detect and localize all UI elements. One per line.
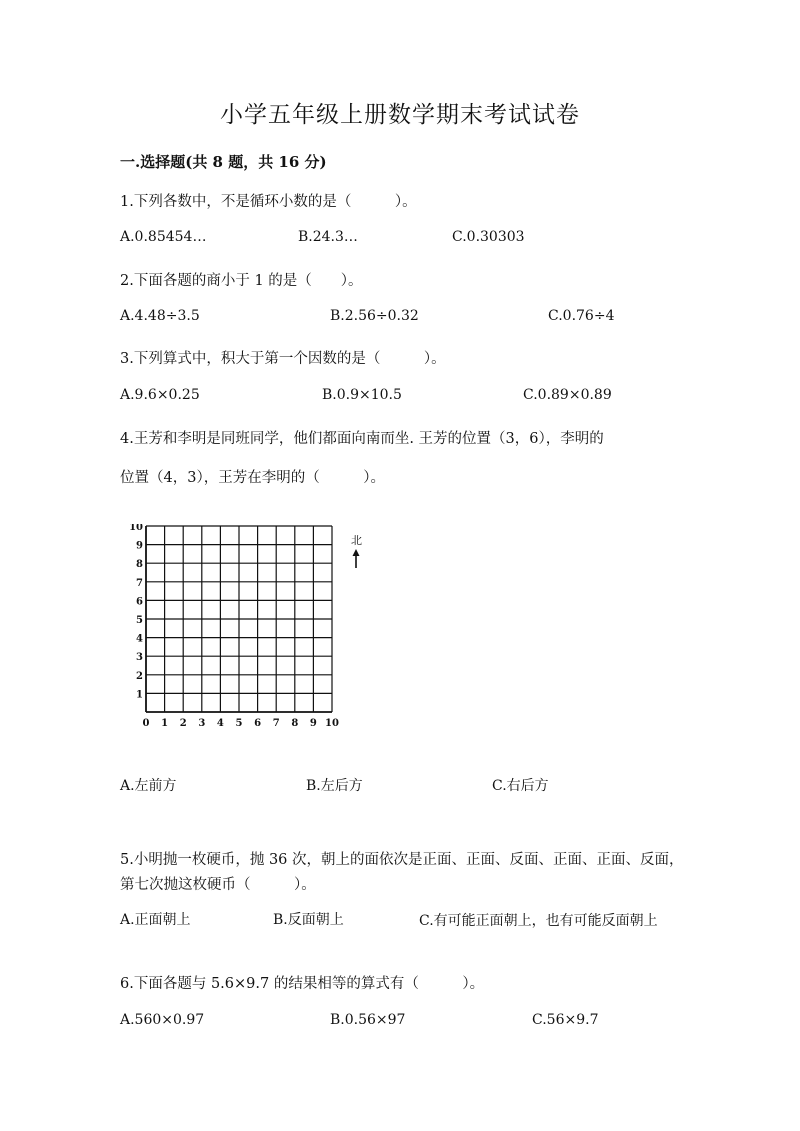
grid-y-label: 2 [136, 670, 143, 682]
question-4-option-c[interactable]: C.右后方 [492, 778, 549, 794]
grid-y-label: 7 [136, 577, 143, 589]
coordinate-grid [126, 524, 366, 734]
question-2-option-a[interactable]: A.4.48÷3.5 [120, 308, 200, 324]
question-1-option-a[interactable]: A.0.85454… [120, 229, 207, 245]
grid-x-label: 0 [142, 718, 150, 729]
question-5-stem: 5.小明抛一枚硬币，抛 36 次，朝上的面依次是正面、正面、反面、正面、正面、反面，第七次抛这枚硬币（ ）。 [120, 852, 684, 893]
grid-y-label: 1 [136, 689, 143, 701]
grid-y-label: 4 [136, 633, 143, 645]
question-5-option-c[interactable]: C.有可能正面朝上，也有可能反面朝上 [419, 913, 658, 929]
question-3-option-a[interactable]: A.9.6×0.25 [120, 387, 200, 403]
grid-y-labels [129, 524, 143, 700]
question-4-stem-line2: 位置（4，3），王芳在李明的（ ）。 [120, 470, 385, 486]
question-2-option-c[interactable]: C.0.76÷4 [548, 308, 615, 324]
grid-y-label: 8 [136, 559, 143, 571]
question-6-option-a[interactable]: A.560×0.97 [120, 1012, 205, 1028]
grid-x-label: 3 [198, 718, 206, 729]
grid-y-label: 5 [136, 615, 143, 626]
question-4-option-a[interactable]: A.左前方 [120, 778, 177, 794]
north-label: 北 [351, 534, 362, 547]
grid-x-label: 6 [254, 718, 262, 729]
grid-y-label: 6 [136, 596, 143, 608]
grid-x-label: 7 [272, 718, 280, 729]
question-2-stem: 2.下面各题的商小于 1 的是（ ）。 [120, 273, 363, 289]
question-6-stem: 6.下面各题与 5.6×9.7 的结果相等的算式有（ ）。 [120, 976, 485, 992]
question-3-stem: 3.下列算式中，积大于第一个因数的是（ ）。 [120, 351, 446, 367]
grid-x-labels [143, 718, 339, 729]
question-6-option-b[interactable]: B.0.56×97 [330, 1012, 406, 1028]
question-3-option-c[interactable]: C.0.89×0.89 [523, 387, 612, 403]
grid-y-label: 3 [136, 652, 143, 664]
grid-x-label: 1 [161, 718, 169, 729]
grid-x-label: 5 [235, 718, 243, 729]
grid-x-label: 4 [216, 718, 224, 729]
question-6-option-c[interactable]: C.56×9.7 [532, 1012, 599, 1028]
question-3-option-b[interactable]: B.0.9×10.5 [322, 387, 402, 403]
question-5-option-b[interactable]: B.反面朝上 [273, 912, 344, 928]
grid-x-label: 8 [291, 718, 299, 729]
question-4-stem-line1: 4.王芳和李明是同班同学，他们都面向南而坐. 王芳的位置（3，6），李明的 [120, 431, 604, 447]
question-4-option-b[interactable]: B.左后方 [306, 778, 363, 794]
grid-x-label: 10 [325, 718, 339, 729]
question-1-option-b[interactable]: B.24.3… [298, 229, 358, 245]
grid-x-label: 2 [179, 718, 187, 729]
section-heading: 一.选择题(共 8 题，共 16 分) [120, 153, 327, 171]
question-5-option-a[interactable]: A.正面朝上 [120, 912, 191, 928]
grid-lines [146, 526, 332, 712]
question-2-option-b[interactable]: B.2.56÷0.32 [330, 308, 419, 324]
grid-y-label: 9 [136, 540, 143, 552]
page-title: 小学五年级上册数学期末考试试卷 [220, 102, 580, 128]
grid-x-label: 9 [309, 718, 317, 729]
north-arrow-icon [353, 549, 360, 568]
question-1-stem: 1.下列各数中，不是循环小数的是（ ）。 [120, 194, 417, 210]
question-1-option-c[interactable]: C.0.30303 [452, 229, 525, 245]
grid-y-label: 10 [129, 524, 143, 533]
